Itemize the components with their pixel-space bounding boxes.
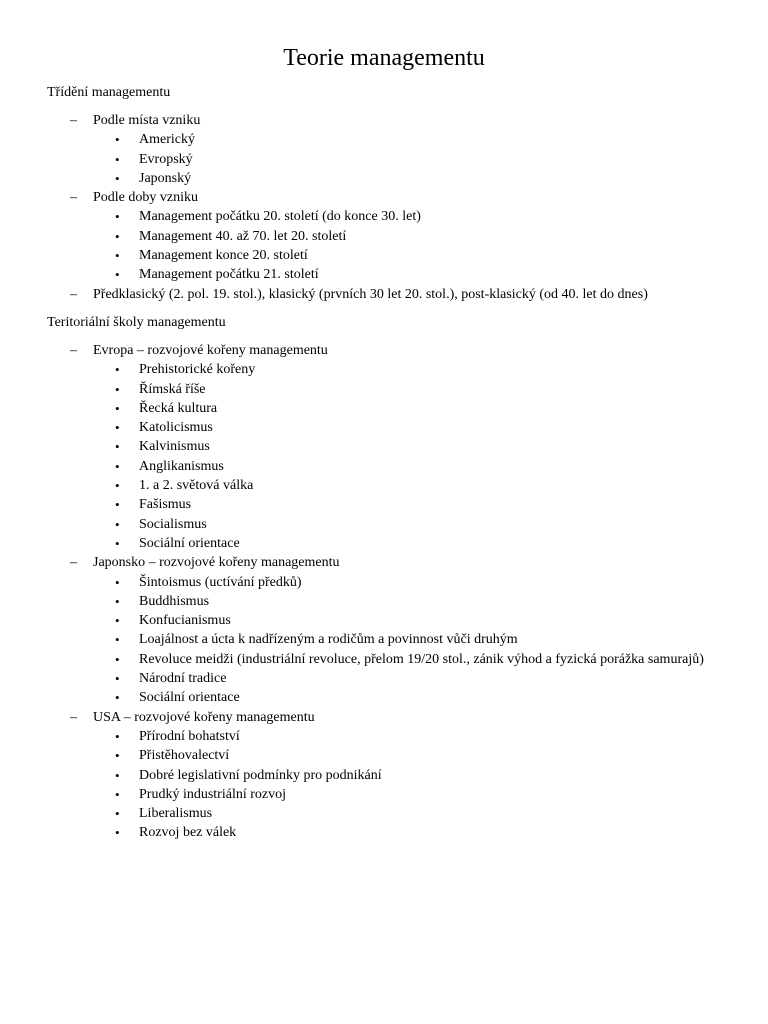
bullet-marker-icon: • (115, 690, 120, 706)
list-item (0, 708, 768, 727)
list-item (0, 111, 768, 130)
bullet-marker-icon: • (115, 267, 120, 283)
bullet-marker-icon: • (115, 593, 120, 609)
dash-marker-icon: – (70, 113, 77, 128)
list-item-label: Podle místa vzniku (93, 113, 201, 128)
section-heading-classification: Třídění managementu (47, 85, 171, 100)
bullet-item (0, 746, 768, 765)
bullet-item (0, 766, 768, 785)
bullet-item (0, 611, 768, 630)
bullet-item (0, 823, 768, 842)
bullet-item (0, 130, 768, 149)
bullet-item (0, 457, 768, 476)
bullet-marker-icon: • (115, 170, 120, 186)
bullet-item (0, 246, 768, 265)
bullet-item (0, 399, 768, 418)
bullet-item (0, 573, 768, 592)
dash-marker-icon: – (70, 555, 77, 571)
section-list-classification (0, 111, 768, 304)
bullet-marker-icon: • (115, 228, 120, 244)
bullet-marker-icon: • (115, 806, 120, 822)
bullet-marker-icon: • (115, 420, 120, 436)
section-list-territorial-schools (0, 341, 768, 843)
bullet-item (0, 534, 768, 553)
bullet-item-label: Konfucianismus (139, 613, 231, 629)
bullet-item-label: Sociální orientace (139, 535, 240, 551)
list-item (0, 553, 768, 572)
list-item-label: USA – rozvojové kořeny managementu (93, 709, 315, 725)
bullet-item-label: Řecká kultura (139, 400, 218, 416)
bullet-item-label: Rozvoj bez válek (139, 825, 237, 841)
bullet-item (0, 669, 768, 688)
bullet-marker-icon: • (115, 209, 120, 225)
bullet-item-label: Přistěhovalectví (139, 748, 230, 764)
bullet-item-label: Národní tradice (139, 671, 227, 687)
bullet-item-label: Katolicismus (139, 420, 213, 436)
bullet-item (0, 785, 768, 804)
page-title: Teorie managementu (283, 45, 485, 71)
bullet-item-label: Dobré legislativní podmínky pro podnikání (139, 767, 382, 783)
bullet-item-label: Šintoismus (uctívání předků) (139, 574, 302, 590)
bullet-item-label: 1. a 2. světová válka (139, 478, 254, 494)
list-item (0, 341, 768, 360)
dash-marker-icon: – (70, 709, 77, 725)
bullet-marker-icon: • (115, 535, 120, 551)
section-heading-territorial-schools: Teritoriální školy managementu (47, 315, 226, 330)
bullet-item-label: Management počátku 20. století (do konce 30. let) (139, 209, 421, 225)
bullet-item (0, 495, 768, 514)
bullet-marker-icon: • (115, 381, 120, 397)
bullet-marker-icon: • (115, 248, 120, 264)
bullet-marker-icon: • (115, 151, 120, 167)
bullet-item-label: Fašismus (139, 497, 192, 513)
bullet-item-label: Prudký industriální rozvoj (139, 786, 286, 802)
bullet-item-label: Římská říše (139, 381, 206, 397)
bullet-item-label: Americký (139, 132, 195, 148)
dash-marker-icon: – (70, 343, 77, 358)
bullet-item (0, 227, 768, 246)
bullet-item-label: Management počátku 21. století (139, 267, 319, 283)
bullet-item (0, 360, 768, 379)
bullet-item (0, 727, 768, 746)
bullet-marker-icon: • (115, 132, 120, 148)
bullet-item (0, 207, 768, 226)
bullet-item (0, 592, 768, 611)
bullet-item (0, 804, 768, 823)
list-item (0, 188, 768, 207)
list-item-label: Podle doby vzniku (93, 190, 198, 206)
bullet-marker-icon: • (115, 651, 120, 667)
bullet-marker-icon: • (115, 767, 120, 783)
bullet-marker-icon: • (115, 400, 120, 416)
bullet-marker-icon: • (115, 786, 120, 802)
bullet-marker-icon: • (115, 825, 120, 841)
bullet-marker-icon: • (115, 574, 120, 590)
bullet-marker-icon: • (115, 362, 120, 378)
list-item-label: Japonsko – rozvojové kořeny managementu (93, 555, 340, 571)
bullet-item-label: Socialismus (139, 516, 207, 532)
bullet-item (0, 688, 768, 707)
bullet-item-label: Kalvinismus (139, 439, 210, 455)
bullet-item-label: Revoluce meidži (industriální revoluce, přelom 19/20 stol., zánik výhod a fyzická porážka samurajů) (139, 651, 704, 667)
bullet-marker-icon: • (115, 748, 120, 764)
bullet-marker-icon: • (115, 516, 120, 532)
bullet-item-label: Sociální orientace (139, 690, 240, 706)
bullet-item-label: Anglikanismus (139, 458, 224, 474)
bullet-item-label: Japonský (139, 170, 192, 186)
bullet-marker-icon: • (115, 497, 120, 513)
list-item-label: Předklasický (2. pol. 19. stol.), klasický (prvních 30 let 20. stol.), post-klasický (od 40. let do dnes) (93, 286, 648, 302)
bullet-item (0, 476, 768, 495)
bullet-marker-icon: • (115, 458, 120, 474)
list-item (0, 285, 768, 304)
dash-marker-icon: – (70, 286, 77, 302)
bullet-item (0, 265, 768, 284)
bullet-item-label: Liberalismus (139, 806, 213, 822)
bullet-item-label: Management 40. až 70. let 20. století (139, 228, 347, 244)
bullet-item (0, 437, 768, 456)
bullet-item (0, 150, 768, 169)
bullet-item-label: Přírodní bohatství (139, 728, 240, 744)
dash-marker-icon: – (70, 190, 77, 206)
bullet-marker-icon: • (115, 632, 120, 648)
bullet-item-label: Evropský (139, 151, 193, 167)
bullet-item (0, 650, 768, 669)
bullet-item (0, 630, 768, 649)
bullet-item-label: Loajálnost a úcta k nadřízeným a rodičům a povinnost vůči druhým (139, 632, 518, 648)
bullet-item (0, 515, 768, 534)
bullet-marker-icon: • (115, 728, 120, 744)
bullet-marker-icon: • (115, 439, 120, 455)
list-item-label: Evropa – rozvojové kořeny managementu (93, 343, 328, 358)
bullet-item (0, 169, 768, 188)
bullet-item-label: Management konce 20. století (139, 248, 308, 264)
bullet-marker-icon: • (115, 613, 120, 629)
bullet-item (0, 380, 768, 399)
bullet-marker-icon: • (115, 478, 120, 494)
bullet-marker-icon: • (115, 671, 120, 687)
bullet-item-label: Prehistorické kořeny (139, 362, 256, 378)
bullet-item (0, 418, 768, 437)
bullet-item-label: Buddhismus (139, 593, 210, 609)
